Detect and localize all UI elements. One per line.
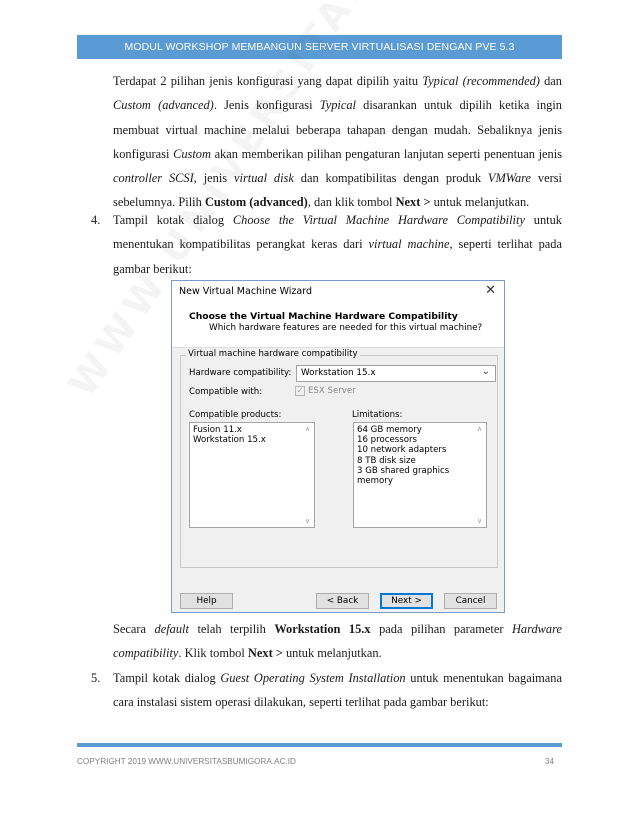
dialog-title: New Virtual Machine Wizard bbox=[179, 286, 312, 297]
list-item: 10 network adapters bbox=[357, 445, 447, 456]
after-line: compatibility. Klik tombol Next > untuk melanjutkan. bbox=[113, 646, 382, 661]
step4-line: menentukan kompatibilitas perangkat keras dari virtual machine, seperti terlihat pada bbox=[113, 237, 562, 252]
dialog-titlebar bbox=[172, 281, 504, 303]
step-number: 4. bbox=[91, 213, 101, 227]
step-number: 5. bbox=[91, 671, 101, 685]
next-button[interactable]: Next > bbox=[380, 593, 433, 609]
intro-line: Terdapat 2 pilihan jenis konfigurasi yang dapat dipilih yaitu Typical (recommended) dan bbox=[113, 74, 562, 88]
esx-server-checkbox[interactable] bbox=[295, 386, 356, 396]
compatibility-group bbox=[180, 349, 498, 568]
after-paragraph bbox=[113, 617, 562, 666]
dialog-heading: Choose the Virtual Machine Hardware Compatibility bbox=[189, 311, 458, 322]
close-icon[interactable]: ✕ bbox=[485, 283, 496, 298]
list-item: 16 processors bbox=[357, 435, 417, 446]
step5-paragraph bbox=[113, 666, 562, 715]
cancel-button[interactable]: Cancel bbox=[444, 593, 497, 609]
list-item: 64 GB memory bbox=[357, 425, 422, 435]
dialog-header bbox=[172, 303, 504, 348]
step4-paragraph bbox=[113, 208, 562, 281]
hw-compat-select[interactable] bbox=[296, 365, 496, 382]
limitations-listbox[interactable] bbox=[353, 422, 487, 528]
list-item: Workstation 15.x bbox=[193, 435, 266, 446]
list-item: 8 TB disk size bbox=[357, 455, 416, 466]
chevron-down-icon: ⌄ bbox=[481, 366, 490, 377]
step5-line: Tampil kotak dialog Guest Operating System Installation untuk menentukan bagaimana bbox=[113, 671, 562, 685]
step4-line: gambar berikut: bbox=[113, 261, 192, 276]
header-title: MODUL WORKSHOP MEMBANGUN SERVER VIRTUALISASI DENGAN PVE 5.3 bbox=[124, 41, 515, 53]
intro-line: membuat virtual machine melalui beberapa tahapan dengan mudah. Sebaliknya jenis bbox=[113, 122, 562, 137]
intro-line: sebelumnya. Pilih Custom (advanced), dan klik tombol Next > untuk melanjutkan. bbox=[113, 195, 530, 210]
products-listbox[interactable] bbox=[189, 422, 315, 528]
compatible-with-label: Compatible with: bbox=[189, 387, 263, 397]
chevron-down-icon[interactable]: ∨ bbox=[305, 517, 311, 525]
limitations-label: Limitations: bbox=[352, 410, 403, 420]
back-button[interactable]: < Back bbox=[316, 593, 369, 609]
dialog-subheading: Which hardware features are needed for this virtual machine? bbox=[209, 323, 483, 333]
check-icon: ✓ bbox=[296, 386, 304, 395]
group-label: Virtual machine hardware compatibility bbox=[188, 349, 358, 359]
intro-paragraph bbox=[113, 69, 562, 215]
intro-line: Custom (advanced). Jenis konfigurasi Typical disarankan untuk dipilih ketika ingin bbox=[113, 98, 562, 113]
intro-line: konfigurasi Custom akan memberikan pilihan pengaturan lanjutan seperti penentuan jenis bbox=[113, 146, 562, 161]
chevron-up-icon[interactable]: ∧ bbox=[477, 425, 483, 433]
products-label: Compatible products: bbox=[189, 410, 282, 420]
after-line: Secara default telah terpilih Workstation 15.x pada pilihan parameter Hardware bbox=[113, 622, 562, 636]
chevron-up-icon[interactable]: ∧ bbox=[305, 425, 311, 433]
list-item: Fusion 11.x bbox=[193, 425, 242, 435]
hw-compat-label: Hardware compatibility: bbox=[189, 368, 292, 378]
footer-divider bbox=[77, 743, 562, 747]
hw-compat-value: Workstation 15.x bbox=[301, 368, 376, 378]
step4-line: Tampil kotak dialog Choose the Virtual Machine Hardware Compatibility untuk bbox=[113, 213, 562, 227]
chevron-down-icon[interactable]: ∨ bbox=[477, 517, 483, 525]
help-button[interactable]: Help bbox=[180, 593, 233, 609]
esx-server-label: ESX Server bbox=[308, 386, 356, 396]
page-number: 34 bbox=[544, 757, 554, 766]
footer-copyright: COPYRIGHT 2019 WWW.UNIVERSITASBUMIGORA.AC.ID bbox=[77, 757, 296, 766]
intro-line: controller SCSI, jenis virtual disk dan kompatibilitas dengan produk VMWare versi bbox=[113, 171, 562, 186]
step5-line: cara instalasi sistem operasi dilakukan, seperti terlihat pada gambar berikut: bbox=[113, 695, 489, 710]
list-item: 3 GB shared graphics memory bbox=[357, 465, 450, 487]
scrollbar[interactable] bbox=[303, 423, 314, 527]
wizard-dialog bbox=[171, 280, 505, 613]
scrollbar[interactable] bbox=[475, 423, 486, 527]
